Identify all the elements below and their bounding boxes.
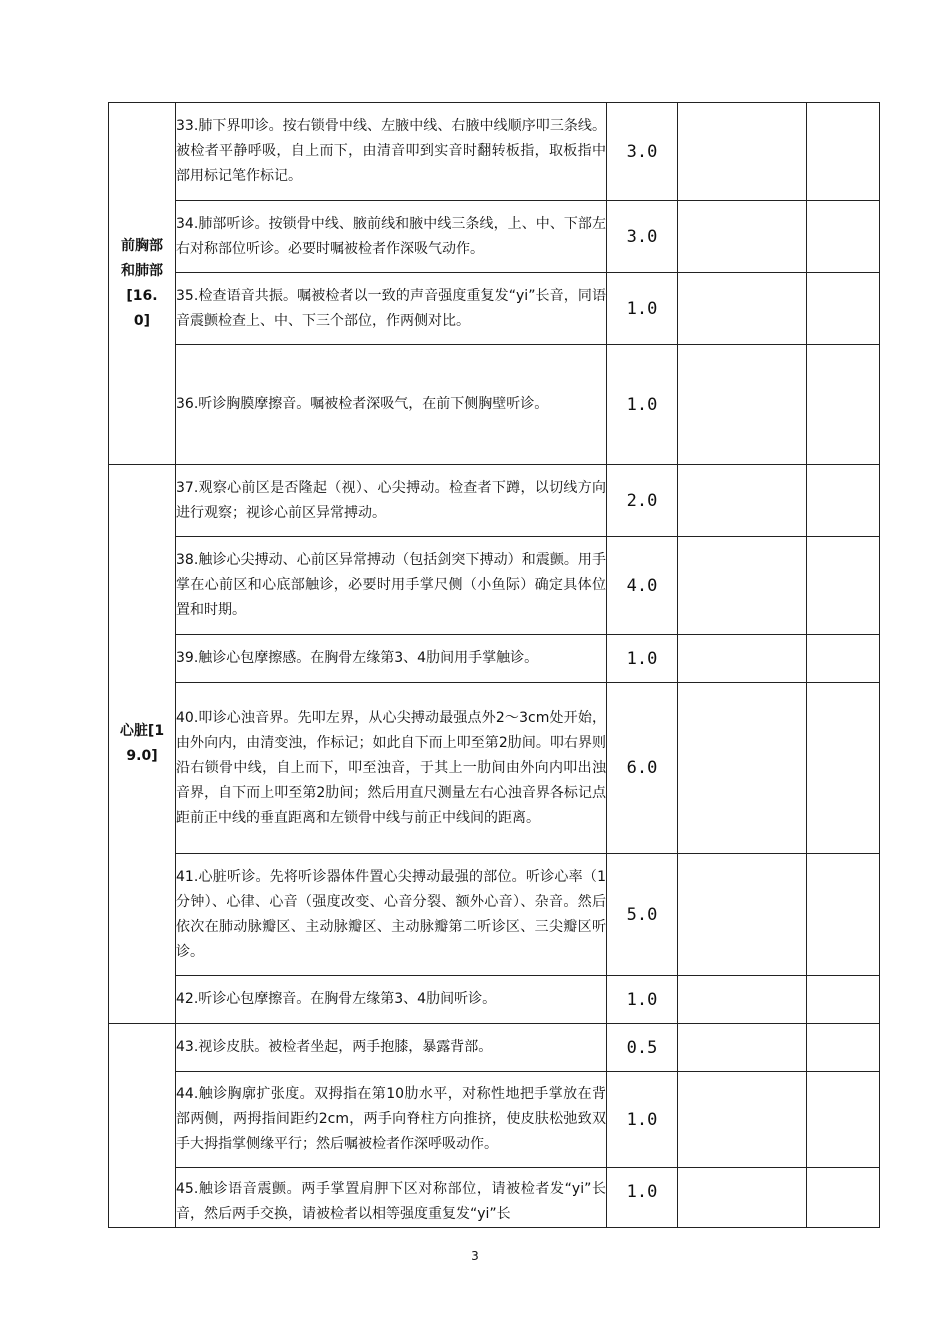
item-text: 37.观察心前区是否隆起（视）、心尖搏动。检查者下蹲，以切线方向进行观察；视诊心前区异常搏动。 (176, 465, 607, 537)
item-score: 3.0 (607, 201, 678, 273)
blank-cell (807, 465, 880, 537)
item-score: 1.0 (607, 635, 678, 683)
blank-cell (678, 273, 807, 345)
item-score: 1.0 (607, 976, 678, 1024)
blank-cell (678, 1168, 807, 1228)
category-heart (109, 465, 176, 1024)
blank-cell (678, 683, 807, 854)
blank-cell (807, 537, 880, 635)
item-text: 34.肺部听诊。按锁骨中线、腋前线和腋中线三条线，上、中、下部左右对称部位听诊。必要时嘱被检者作深吸气动作。 (176, 201, 607, 273)
blank-cell (678, 345, 807, 465)
blank-cell (807, 854, 880, 976)
page-number: 3 (471, 1249, 479, 1263)
table-row (109, 854, 880, 976)
blank-cell (678, 1024, 807, 1072)
table-row (109, 103, 880, 201)
table-row (109, 537, 880, 635)
item-score: 4.0 (607, 537, 678, 635)
blank-cell (678, 1072, 807, 1168)
blank-cell (807, 1072, 880, 1168)
item-text: 43.视诊皮肤。被检者坐起，两手抱膝，暴露背部。 (176, 1024, 607, 1072)
item-text: 42.听诊心包摩擦音。在胸骨左缘第3、4肋间听诊。 (176, 976, 607, 1024)
item-score: 1.0 (607, 1168, 678, 1228)
item-text: 35.检查语音共振。嘱被检者以一致的声音强度重复发“yi”长音，同语音震颤检查上、中、下三个部位，作两侧对比。 (176, 273, 607, 345)
blank-cell (678, 854, 807, 976)
blank-cell (807, 976, 880, 1024)
table-row (109, 1072, 880, 1168)
item-text: 38.触诊心尖搏动、心前区异常搏动（包括剑突下搏动）和震颤。用手掌在心前区和心底部触诊，必要时用手掌尺侧（小鱼际）确定具体位置和时期。 (176, 537, 607, 635)
item-score: 5.0 (607, 854, 678, 976)
blank-cell (678, 976, 807, 1024)
blank-cell (807, 635, 880, 683)
category-label: 心脏[19.0] (119, 723, 165, 764)
item-score: 2.0 (607, 465, 678, 537)
blank-cell (678, 537, 807, 635)
table-row (109, 201, 880, 273)
blank-cell (807, 103, 880, 201)
item-text: 44.触诊胸廓扩张度。双拇指在第10肋水平，对称性地把手掌放在背部两侧，两拇指间距约2cm，两手向脊柱方向推挤，使皮肤松弛致双手大拇指掌侧缘平行；然后嘱被检者作深呼吸动作。 (176, 1072, 607, 1168)
blank-cell (807, 273, 880, 345)
item-text: 39.触诊心包摩擦感。在胸骨左缘第3、4肋间用手掌触诊。 (176, 635, 607, 683)
table-row (109, 683, 880, 854)
blank-cell (678, 465, 807, 537)
item-text: 33.肺下界叩诊。按右锁骨中线、左腋中线、右腋中线顺序叩三条线。被检者平静呼吸，自上而下，由清音叩到实音时翻转板指，取板指中部用标记笔作标记。 (176, 103, 607, 201)
category-back (109, 1024, 176, 1228)
table-row (109, 1168, 880, 1228)
category-chest-lungs (109, 103, 176, 465)
table-row (109, 345, 880, 465)
blank-cell (678, 635, 807, 683)
blank-cell (807, 201, 880, 273)
table-row (109, 976, 880, 1024)
table-row (109, 273, 880, 345)
blank-cell (678, 201, 807, 273)
score-table (108, 102, 880, 1228)
blank-cell (807, 1024, 880, 1072)
category-label: 前胸部和肺部[16.0] (121, 237, 163, 329)
blank-cell (807, 1168, 880, 1228)
blank-cell (678, 103, 807, 201)
item-text: 41.心脏听诊。先将听诊器体件置心尖搏动最强的部位。听诊心率（1分钟）、心律、心音（强度改变、心音分裂、额外心音）、杂音。然后依次在肺动脉瓣区、主动脉瓣区、主动脉瓣第二听诊区、三尖瓣区听诊。 (176, 854, 607, 976)
item-score: 6.0 (607, 683, 678, 854)
blank-cell (807, 683, 880, 854)
item-text: 36.听诊胸膜摩擦音。嘱被检者深吸气，在前下侧胸壁听诊。 (176, 345, 607, 465)
item-score: 0.5 (607, 1024, 678, 1072)
item-text: 40.叩诊心浊音界。先叩左界，从心尖搏动最强点外2～3cm处开始，由外向内，由清变浊，作标记；如此自下而上叩至第2肋间。叩右界则沿右锁骨中线，自上而下，叩至浊音，于其上一肋间由外向内叩出浊音界，自下而上叩至第2肋间；然后用直尺测量左右心浊音界各标记点距前正中线的垂直距离和左锁骨中线与前正中线间的距离。 (176, 683, 607, 854)
table-row (109, 1024, 880, 1072)
table-row (109, 635, 880, 683)
item-score: 1.0 (607, 1072, 678, 1168)
table-row (109, 465, 880, 537)
item-score: 1.0 (607, 273, 678, 345)
blank-cell (807, 345, 880, 465)
item-text: 45.触诊语音震颤。两手掌置肩胛下区对称部位，请被检者发“yi”长音，然后两手交换，请被检者以相等强度重复发“yi”长 (176, 1168, 607, 1228)
item-score: 1.0 (607, 345, 678, 465)
item-score: 3.0 (607, 103, 678, 201)
